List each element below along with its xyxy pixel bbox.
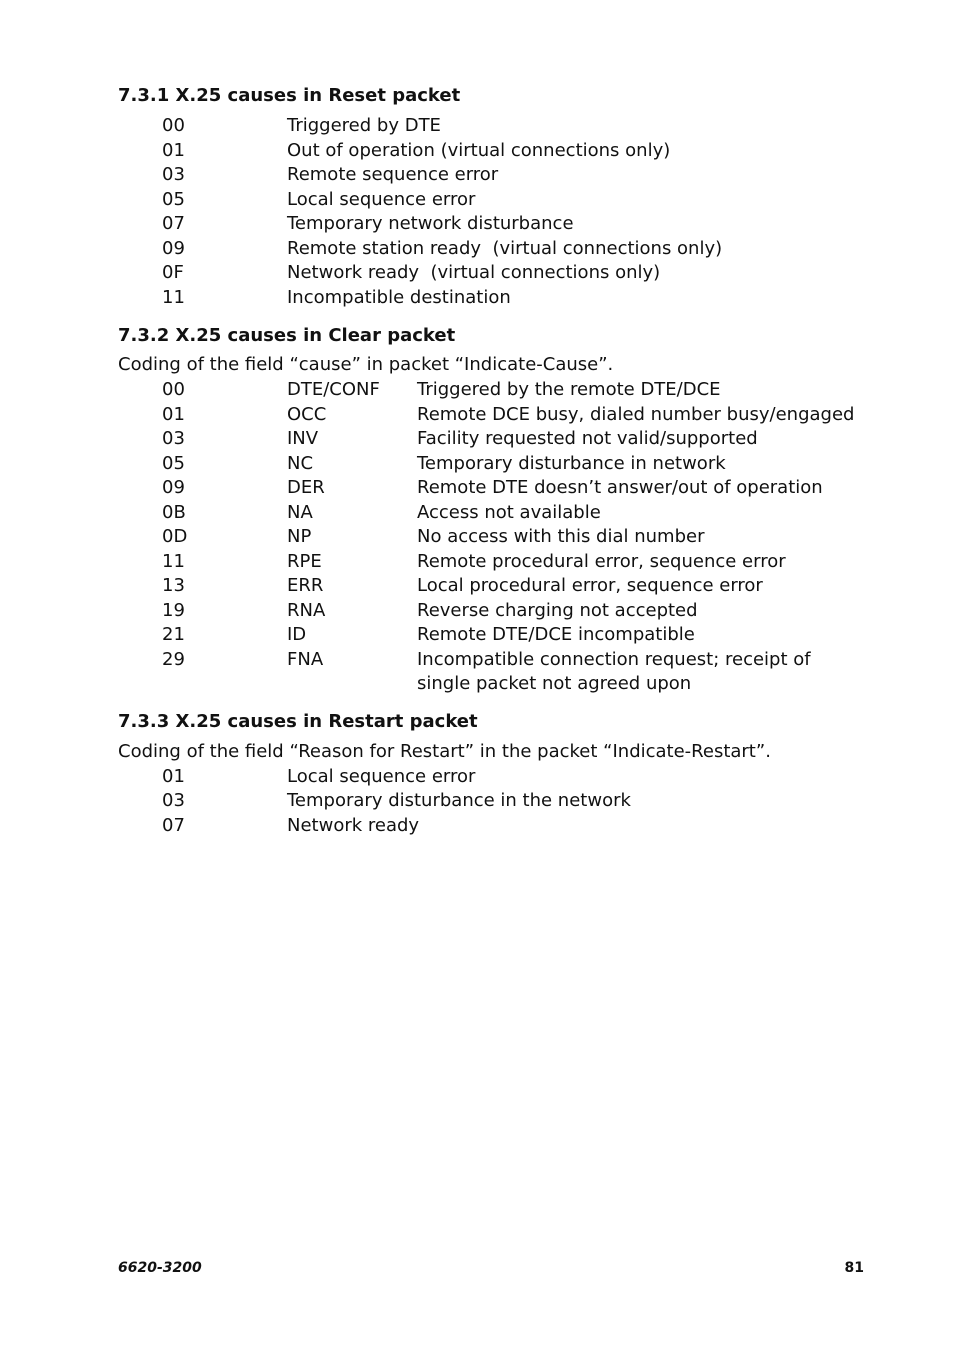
cause-code: 05: [162, 188, 185, 210]
cause-code: 0B: [162, 501, 186, 523]
cause-code: 19: [162, 599, 185, 621]
cause-code: 03: [162, 164, 185, 185]
cause-abbreviation: ERR: [287, 575, 324, 596]
cause-description: Incompatible destination: [287, 286, 511, 308]
cause-code: 03: [162, 428, 185, 449]
section-heading-restart: 7.3.3 X.25 causes in Restart packet: [118, 711, 478, 732]
cause-abbreviation: DTE/CONF: [287, 379, 380, 400]
cause-abbreviation: RNA: [287, 599, 326, 621]
cause-abbreviation: RPE: [287, 550, 322, 572]
cause-description: Temporary disturbance in network: [417, 452, 726, 474]
cause-code: 00: [162, 115, 185, 136]
cause-code: 05: [162, 452, 185, 474]
cause-abbreviation: DER: [287, 477, 325, 498]
cause-code: 21: [162, 624, 185, 645]
cause-description: Facility requested not valid/supported: [417, 428, 758, 449]
cause-description: Remote DTE/DCE incompatible: [417, 624, 695, 645]
cause-code: 09: [162, 477, 185, 498]
cause-description: Remote DCE busy, dialed number busy/engaged: [417, 403, 855, 425]
cause-description: Local sequence error: [287, 765, 476, 787]
cause-code: 07: [162, 814, 185, 836]
cause-code: 11: [162, 550, 185, 572]
cause-code: 29: [162, 648, 185, 670]
cause-description: Temporary network disturbance: [287, 213, 574, 234]
cause-abbreviation: NP: [287, 526, 312, 547]
cause-code: 01: [162, 765, 185, 787]
cause-code: 11: [162, 286, 185, 308]
cause-description: Network ready: [287, 814, 420, 836]
cause-description: Remote sequence error: [287, 164, 499, 185]
cause-description: Reverse charging not accepted: [417, 599, 698, 621]
cause-description: Remote station ready (virtual connections only): [287, 237, 723, 259]
cause-description: No access with this dial number: [417, 526, 705, 547]
cause-description: Remote procedural error, sequence error: [417, 550, 786, 572]
cause-abbreviation: NC: [287, 452, 314, 474]
cause-description: Triggered by the remote DTE/DCE: [417, 379, 721, 400]
section-intro-restart: Coding of the field “Reason for Restart” in the packet “Indicate-Restart”.: [118, 741, 771, 762]
cause-description: Triggered by DTE: [287, 115, 441, 136]
cause-abbreviation: NA: [287, 501, 313, 523]
section-heading-reset: 7.3.1 X.25 causes in Reset packet: [118, 85, 461, 106]
cause-code: 01: [162, 139, 185, 161]
cause-code: 13: [162, 575, 185, 596]
cause-abbreviation: ID: [287, 624, 307, 645]
cause-code: 0F: [162, 262, 184, 283]
cause-description: Network ready (virtual connections only): [287, 262, 661, 283]
section-intro-clear: Coding of the field “cause” in packet “Indicate-Cause”.: [118, 354, 614, 375]
cause-description: Access not available: [417, 501, 601, 523]
page-number: 81: [844, 1260, 864, 1276]
cause-code: 03: [162, 790, 185, 811]
section-heading-clear: 7.3.2 X.25 causes in Clear packet: [118, 325, 456, 346]
cause-abbreviation: OCC: [287, 403, 327, 425]
cause-code: 00: [162, 379, 185, 400]
cause-description: Local sequence error: [287, 188, 476, 210]
cause-abbreviation: FNA: [287, 648, 324, 670]
cause-description: Out of operation (virtual connections only): [287, 139, 671, 161]
cause-code: 07: [162, 213, 185, 234]
cause-code: 01: [162, 403, 185, 425]
cause-code: 09: [162, 237, 185, 259]
cause-description: Local procedural error, sequence error: [417, 575, 763, 596]
cause-description: Temporary disturbance in the network: [287, 790, 631, 811]
cause-description: Incompatible connection request; receipt of single packet not agreed upon: [417, 648, 811, 694]
cause-abbreviation: INV: [287, 428, 319, 449]
document-number: 6620-3200: [118, 1260, 202, 1276]
cause-code: 0D: [162, 526, 188, 547]
cause-description: Remote DTE doesn’t answer/out of operation: [417, 477, 823, 498]
